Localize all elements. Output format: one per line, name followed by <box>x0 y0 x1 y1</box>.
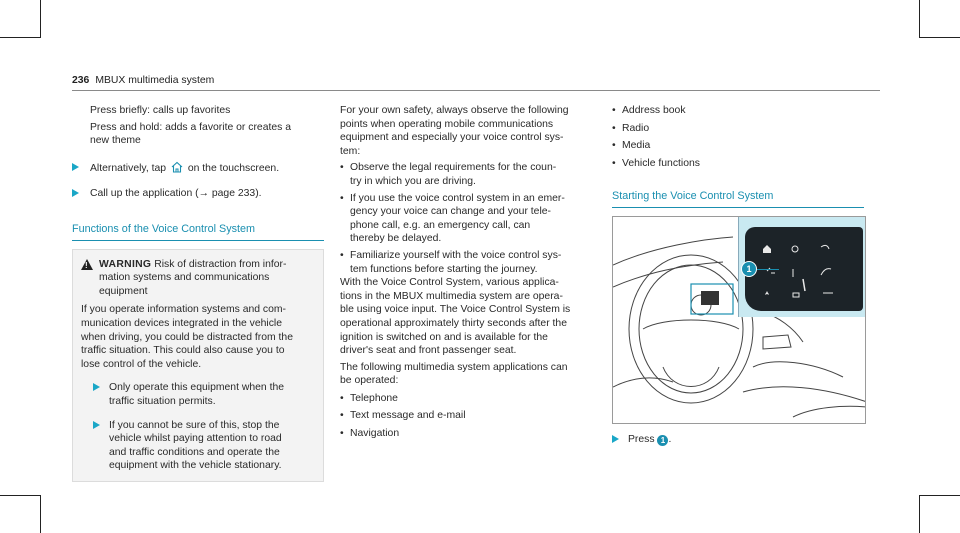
bullet-icon: • <box>340 192 344 204</box>
section-title: Starting the Voice Control System <box>612 190 774 202</box>
callout-number: 1 <box>746 264 752 274</box>
section-rule <box>612 207 864 208</box>
paragraph <box>340 361 598 388</box>
text-line: Press and hold: adds a favorite or creates a <box>90 121 291 133</box>
list-item <box>612 104 864 118</box>
page-header-title: MBUX multimedia system <box>95 75 215 86</box>
steering-wheel-illustration <box>612 216 866 424</box>
crop-mark <box>920 37 960 38</box>
paragraph <box>340 276 598 358</box>
bullet-icon: • <box>612 157 616 169</box>
text-line: Press briefly: calls up favorites <box>90 105 231 116</box>
list-item-label: Telephone <box>350 392 398 404</box>
step-call-app <box>72 187 324 201</box>
text-line: phone call, e.g. an emergency call, can <box>350 219 531 231</box>
text-line: thereby be delayed. <box>350 233 442 245</box>
step-arrow-icon <box>93 421 100 429</box>
list-item-label: Address book <box>622 105 686 116</box>
right-column <box>612 104 864 170</box>
text-line: Familiarize yourself with the voice control sys- <box>350 249 562 261</box>
section-rule <box>72 240 324 241</box>
step-alternative <box>72 161 324 176</box>
crop-mark <box>919 495 920 533</box>
list-item <box>340 409 598 423</box>
warning-step <box>81 381 315 408</box>
bullet-icon: • <box>340 392 344 404</box>
text-line: traffic situation. This could also cause you to <box>81 345 285 357</box>
text-line: The following multimedia system applications can <box>340 361 568 373</box>
warning-paragraph <box>81 303 315 371</box>
warning-text: equipment <box>99 285 148 297</box>
list-item <box>340 192 598 246</box>
text-line: operational approximately thirty seconds after the <box>340 317 567 329</box>
middle-column <box>340 104 598 441</box>
list-item-label: Radio <box>622 122 650 134</box>
step-press <box>612 433 960 447</box>
list-item <box>612 157 864 171</box>
callout-number: 1 <box>660 436 666 445</box>
section-functions <box>72 223 324 241</box>
text-line: vehicle whilst paying attention to road <box>109 433 282 445</box>
list-item <box>612 122 864 136</box>
text-line: lose control of the vehicle. <box>81 358 202 370</box>
bullet-icon: • <box>340 428 344 440</box>
text-line: tions in the MBUX multimedia system are opera- <box>340 290 563 302</box>
crop-mark <box>920 495 960 496</box>
step-text: Call up the application (→ page 233). <box>90 188 262 200</box>
list-item-label: Vehicle functions <box>622 157 700 169</box>
warning-text: Risk of distraction from infor- <box>154 258 287 270</box>
text-line: tem: <box>340 145 361 157</box>
text-line: traffic situation permits. <box>109 395 216 407</box>
text-line: For your own safety, always observe the following <box>340 105 569 116</box>
list-item-label: Media <box>622 140 651 152</box>
text-line: driver's seat and front passenger seat. <box>340 345 517 357</box>
list-item <box>340 392 598 406</box>
warning-text: mation systems and communications <box>99 272 270 284</box>
text-line: gency your voice can change and your tele- <box>350 206 552 218</box>
callout-line <box>757 269 779 270</box>
left-column <box>72 104 324 482</box>
list-item <box>612 139 864 153</box>
home-icon <box>171 161 183 173</box>
step-text: Press <box>628 434 655 445</box>
period: . <box>668 434 672 445</box>
text-line: try in which you are driving. <box>350 175 476 187</box>
list-item <box>340 427 598 441</box>
step-arrow-icon <box>612 435 619 443</box>
text-line: be operated: <box>340 375 399 387</box>
crop-mark <box>40 0 41 38</box>
text-line: If you cannot be sure of this, stop the <box>109 419 280 431</box>
callout-badge <box>741 261 757 277</box>
step-text: on the touchscreen. <box>187 162 280 174</box>
step-text: Alternatively, tap <box>90 162 167 174</box>
text-line: tem functions before starting the journey. <box>350 263 538 275</box>
step-arrow-icon <box>72 189 79 197</box>
text-line: Only operate this equipment when the <box>109 382 285 394</box>
text-line: With the Voice Control System, various applica- <box>340 277 559 289</box>
text-line: new theme <box>90 135 141 147</box>
text-line: ble using voice input. The Voice Control System is <box>340 304 571 316</box>
step-arrow-icon <box>72 163 79 171</box>
text-line: equipment and especially your voice control sys- <box>340 132 564 144</box>
intro-paragraph <box>340 104 598 158</box>
list-item-label: Navigation <box>350 428 400 440</box>
text-line: If you use the voice control system in an emer- <box>350 192 565 204</box>
step-arrow-icon <box>93 383 100 391</box>
button-panel-inset <box>738 217 866 317</box>
favorites-text <box>72 104 324 148</box>
warning-box <box>72 249 324 482</box>
list-item-label: Text message and e-mail <box>350 410 466 422</box>
bullet-icon: • <box>612 140 616 152</box>
text-line: If you operate information systems and com- <box>81 304 287 316</box>
bullet-icon: • <box>340 249 344 261</box>
section-starting <box>612 190 864 208</box>
crop-mark <box>0 495 40 496</box>
bullet-icon: • <box>612 105 616 116</box>
text-line: and traffic conditions and operate the <box>109 446 280 458</box>
bullet-icon: • <box>340 162 344 174</box>
warning-step <box>81 419 315 473</box>
header-divider <box>72 90 880 91</box>
text-line: equipment with the vehicle stationary. <box>109 460 282 472</box>
crop-mark <box>919 0 920 38</box>
text-line: munication devices integrated in the vehicle <box>81 317 283 329</box>
bullet-icon: • <box>340 410 344 422</box>
text-line: when driving, you could be distracted from the <box>81 331 293 343</box>
list-item <box>340 249 598 276</box>
page-number: 236 <box>72 75 90 86</box>
crop-mark <box>0 37 40 38</box>
list-item <box>340 161 598 188</box>
callout-badge-inline <box>657 435 668 446</box>
section-title: Functions of the Voice Control System <box>72 222 256 235</box>
warning-icon <box>81 259 93 270</box>
text-line: Observe the legal requirements for the coun- <box>350 162 557 174</box>
text-line: points when operating mobile communications <box>340 118 554 130</box>
text-line: ignition is switched on and is available for the <box>340 331 548 343</box>
warning-header <box>81 258 315 299</box>
bullet-icon: • <box>612 122 616 134</box>
page-header <box>72 74 214 88</box>
warning-label: WARNING <box>99 258 152 270</box>
crop-mark <box>40 495 41 533</box>
